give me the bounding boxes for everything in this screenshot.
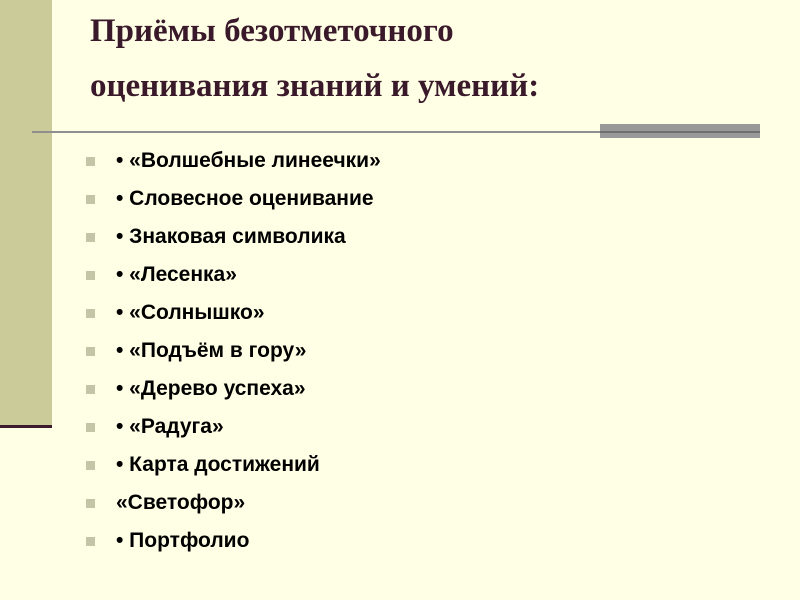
square-bullet-icon [86,157,95,166]
list-item [86,446,381,484]
list-item [86,180,381,218]
slide-title: Приёмы безотметочного оценивания знаний и умений: [90,13,540,104]
list-item-label: • «Лесенка» [116,263,237,286]
list-item-label: • Словесное оценивание [116,187,374,210]
list-item-label: • «Волшебные линеечки» [116,149,381,172]
square-bullet-icon [86,309,95,318]
list-item-label: «Светофор» [116,491,246,514]
square-bullet-icon [86,195,95,204]
square-bullet-icon [86,233,95,242]
list-item-label: • «Подъём в гору» [116,339,307,362]
list-item [86,522,381,560]
square-bullet-icon [86,423,95,432]
list-item-label: • Знаковая символика [116,225,346,248]
list-item [86,218,381,256]
square-bullet-icon [86,461,95,470]
side-accent-bar [0,0,52,425]
list-item [86,294,381,332]
list-item [86,142,381,180]
list-item [86,484,381,522]
square-bullet-icon [86,271,95,280]
list-item-label: • «Солнышко» [116,301,265,324]
list-item [86,370,381,408]
list-item [86,332,381,370]
side-accent-underline [0,425,52,428]
list-item [86,256,381,294]
square-bullet-icon [86,537,95,546]
list-item-label: • Карта достижений [116,453,320,476]
bullet-list [86,142,381,560]
square-bullet-icon [86,385,95,394]
list-item-label: • Портфолио [116,529,250,552]
list-item-label: • «Дерево успеха» [116,377,306,400]
title-divider-accent-line [600,131,760,133]
square-bullet-icon [86,347,95,356]
list-item-label: • «Радуга» [116,415,224,438]
square-bullet-icon [86,499,95,508]
list-item [86,408,381,446]
